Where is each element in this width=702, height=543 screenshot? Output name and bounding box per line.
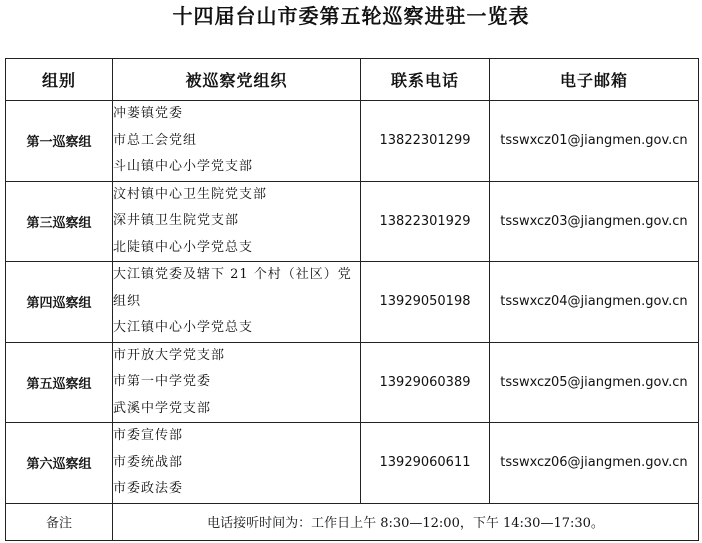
org-item: 市委统战部: [113, 454, 184, 470]
email-cell: tsswxcz04@jiangmen.gov.cn: [490, 262, 699, 343]
table-row: [6, 181, 699, 262]
orgs-cell: [113, 262, 361, 343]
org-item: 大江镇中心小学党总支: [113, 320, 254, 335]
group-cell: 第三巡察组: [6, 181, 113, 262]
org-item: 武溪中学党支部: [113, 400, 212, 416]
org-item: 北陡镇中心小学党总支: [113, 239, 254, 255]
table-row: [6, 342, 699, 423]
note-text: 电话接听时间为：工作日上午 8:30—12:00，下午 14:30—17:30。: [113, 503, 699, 540]
orgs-cell: [113, 423, 361, 504]
org-item: 大江镇党委及辖下 21 个村（社区）党组织: [113, 267, 352, 309]
org-item: 市总工会党组: [113, 132, 198, 148]
email-cell: tsswxcz03@jiangmen.gov.cn: [490, 181, 699, 262]
header-group: 组别: [6, 59, 113, 101]
header-email: 电子邮箱: [490, 59, 699, 101]
inspection-table: [5, 58, 699, 541]
header-phone: 联系电话: [361, 59, 490, 101]
page-title: 十四届台山市委第五轮巡察进驻一览表: [172, 4, 530, 28]
table-footer-row: [6, 503, 699, 540]
table-row: [6, 423, 699, 504]
orgs-cell: [113, 342, 361, 423]
phone-cell: 13929060389: [361, 342, 490, 423]
orgs-cell: [113, 181, 361, 262]
group-cell: 第一巡察组: [6, 101, 113, 182]
org-item: 市第一中学党委: [113, 374, 212, 389]
org-item: 市委政法委: [113, 481, 184, 496]
table-row: [6, 101, 699, 182]
orgs-cell: [113, 101, 361, 182]
email-cell: tsswxcz06@jiangmen.gov.cn: [490, 423, 699, 504]
org-item: 深井镇卫生院党支部: [113, 213, 240, 228]
group-cell: 第六巡察组: [6, 423, 113, 504]
group-cell: 第四巡察组: [6, 262, 113, 343]
email-cell: tsswxcz01@jiangmen.gov.cn: [490, 101, 699, 182]
org-item: 斗山镇中心小学党支部: [113, 159, 254, 174]
org-item: 市开放大学党支部: [113, 347, 226, 363]
table-row: [6, 262, 699, 343]
header-orgs: 被巡察党组织: [113, 59, 361, 101]
email-cell: tsswxcz05@jiangmen.gov.cn: [490, 342, 699, 423]
phone-cell: 13822301299: [361, 101, 490, 182]
note-label: 备注: [6, 503, 113, 540]
phone-cell: 13822301929: [361, 181, 490, 262]
phone-cell: 13929060611: [361, 423, 490, 504]
phone-cell: 13929050198: [361, 262, 490, 343]
org-item: 市委宣传部: [113, 428, 184, 443]
table-header-row: [6, 59, 699, 101]
group-cell: 第五巡察组: [6, 342, 113, 423]
org-item: 汶村镇中心卫生院党支部: [113, 186, 268, 202]
org-item: 冲蒌镇党委: [113, 106, 184, 121]
